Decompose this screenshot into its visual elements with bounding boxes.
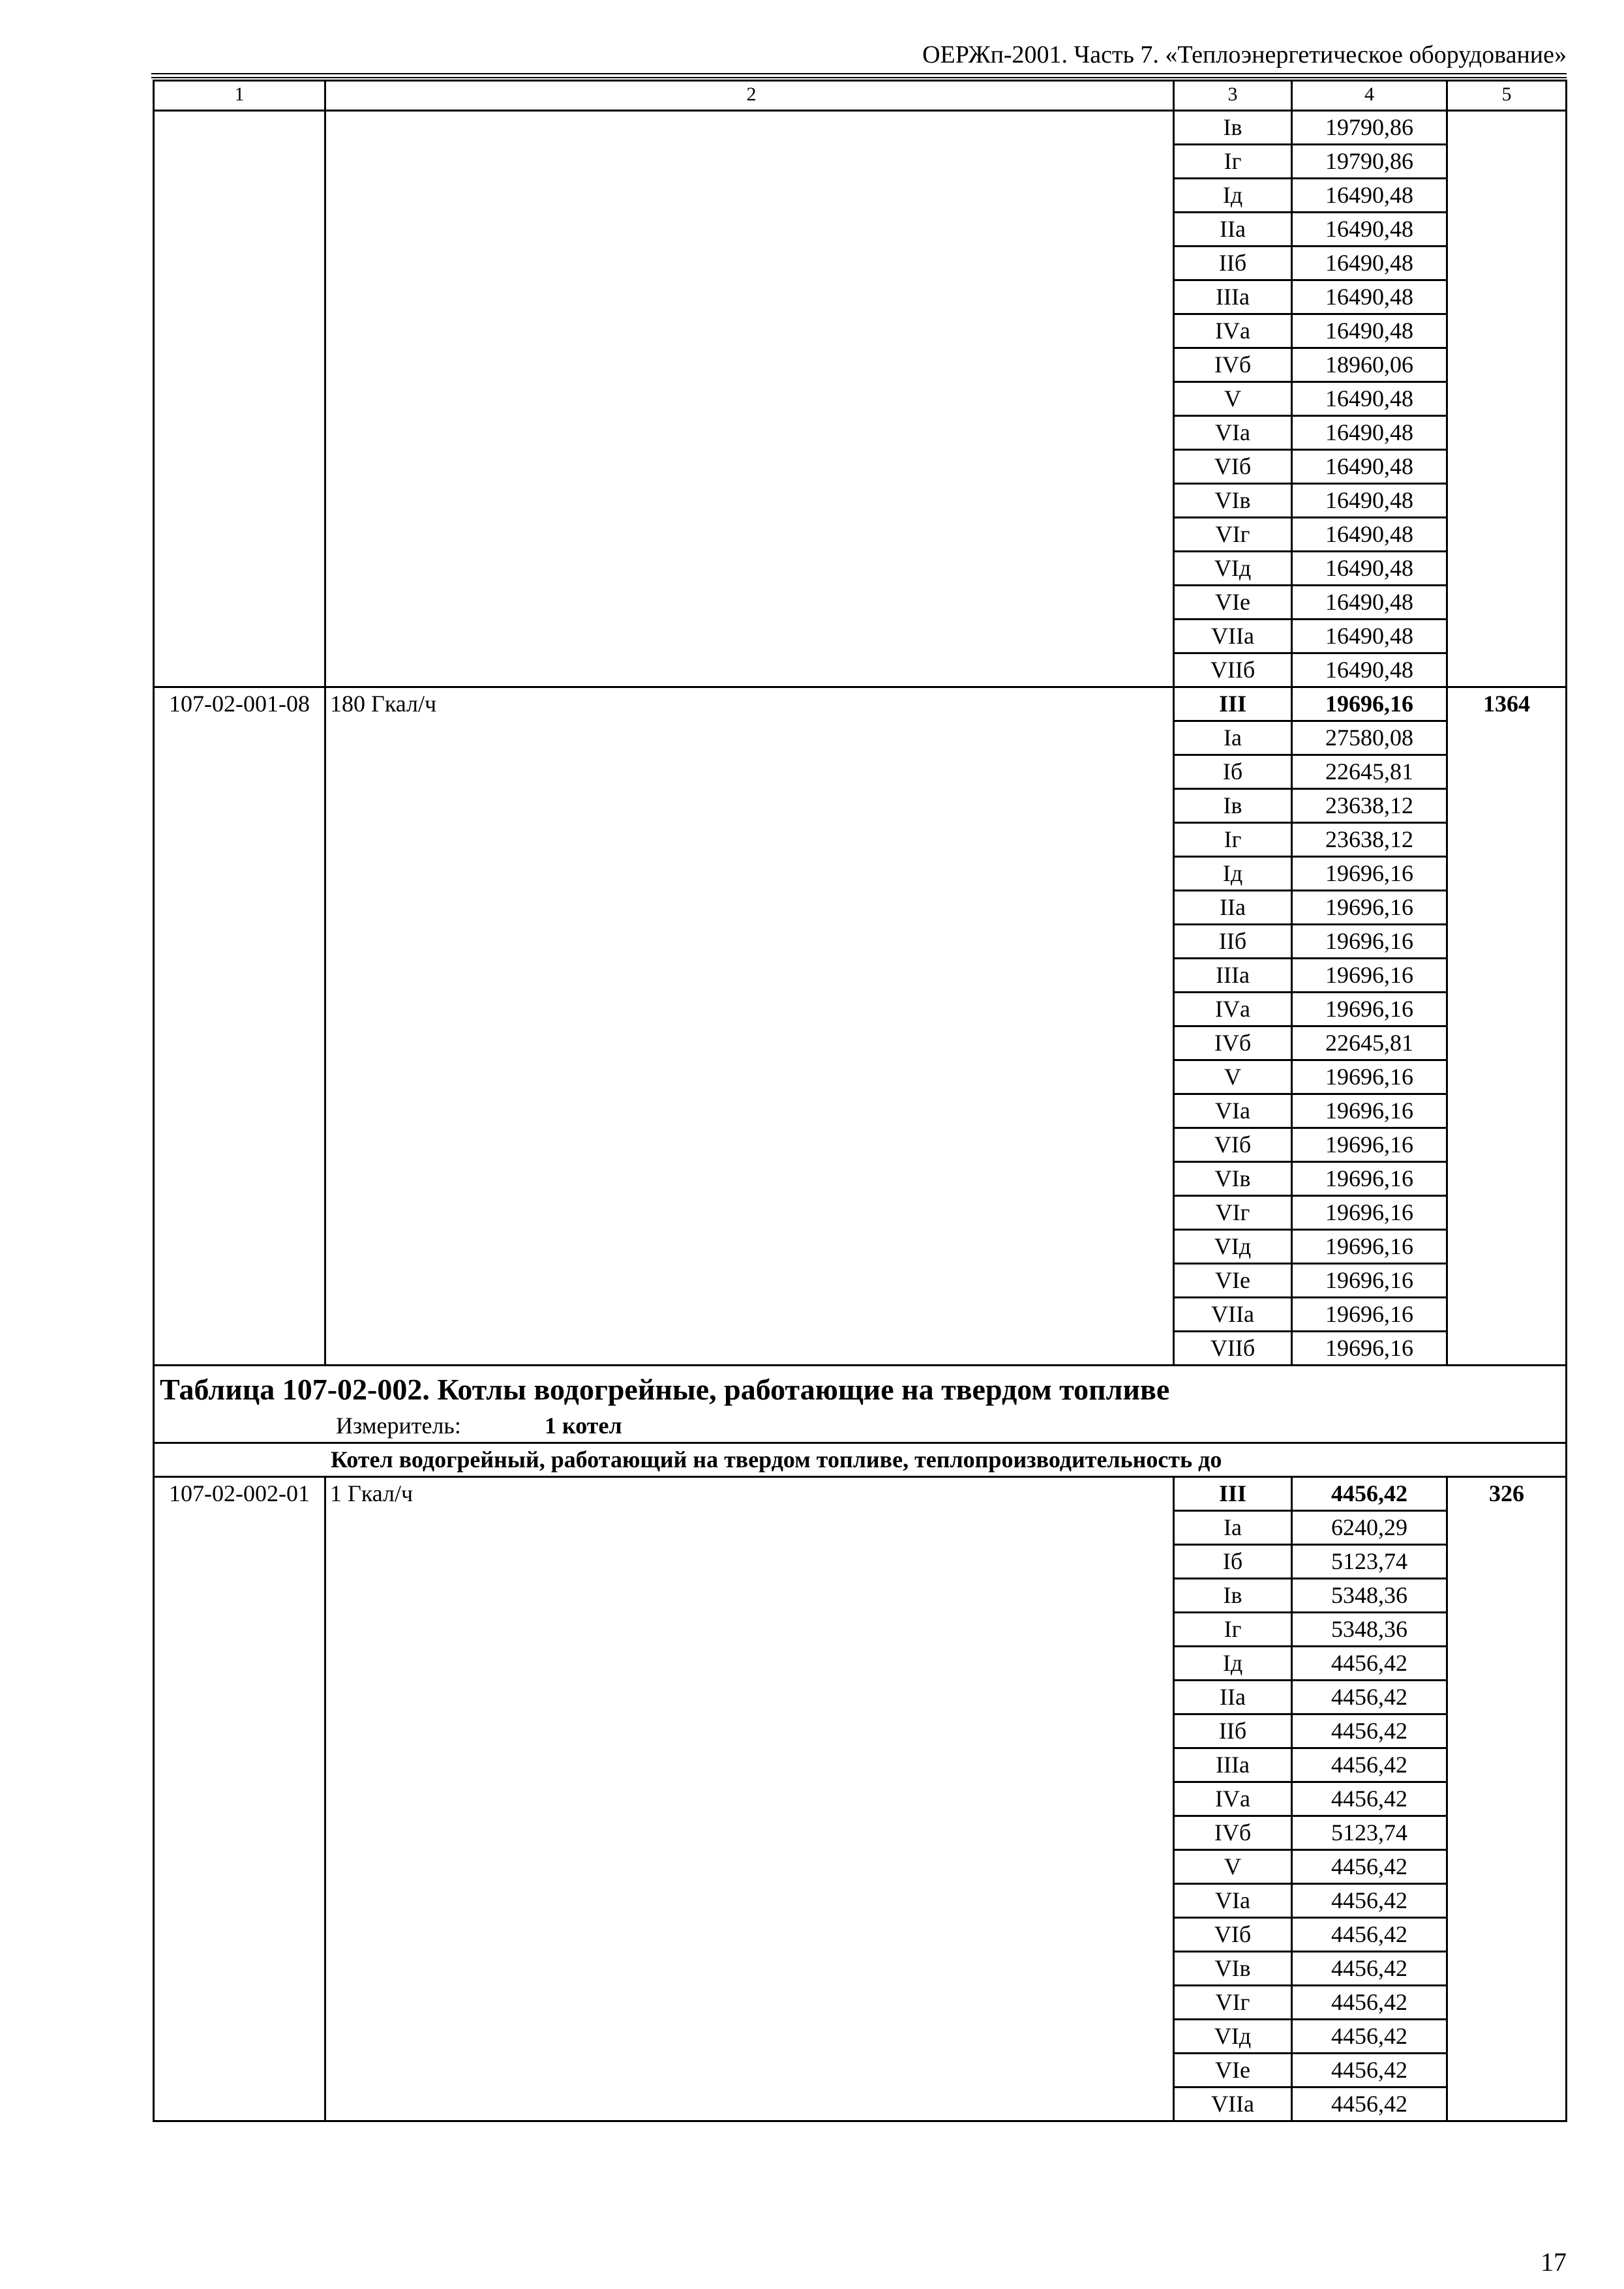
column-number: 1 bbox=[154, 81, 325, 111]
labor-cell: 1364 bbox=[1447, 687, 1567, 1366]
price-cell: 19696,16 bbox=[1292, 857, 1447, 891]
zone-cell: V bbox=[1174, 1060, 1292, 1094]
zone-cell: IIIа bbox=[1174, 1748, 1292, 1782]
price-cell: 5348,36 bbox=[1292, 1613, 1447, 1647]
zone-cell: VIIа bbox=[1174, 1298, 1292, 1332]
price-cell: 4456,42 bbox=[1292, 2054, 1447, 2087]
labor-cell bbox=[1447, 111, 1567, 687]
price-cell: 4456,42 bbox=[1292, 1782, 1447, 1816]
zone-cell: Iд bbox=[1174, 857, 1292, 891]
zone-cell: IIа bbox=[1174, 891, 1292, 925]
zone-cell: Iд bbox=[1174, 1647, 1292, 1681]
price-cell: 4456,42 bbox=[1292, 1748, 1447, 1782]
measure-label: Измеритель: bbox=[336, 1413, 461, 1439]
price-cell: 19790,86 bbox=[1292, 145, 1447, 179]
zone-cell: IIIа bbox=[1174, 280, 1292, 314]
zone-cell: VIе bbox=[1174, 2054, 1292, 2087]
zone-cell: VIг bbox=[1174, 518, 1292, 552]
zone-cell: IVб bbox=[1174, 1026, 1292, 1060]
price-cell: 16490,48 bbox=[1292, 382, 1447, 416]
zone-cell: VIа bbox=[1174, 1884, 1292, 1918]
zone-cell: VIб bbox=[1174, 1918, 1292, 1952]
table-title-cell bbox=[154, 1366, 1567, 1443]
price-cell: 19696,16 bbox=[1292, 1128, 1447, 1162]
zone-cell: VIг bbox=[1174, 1986, 1292, 2020]
labor-cell: 326 bbox=[1447, 1477, 1567, 2121]
table-row bbox=[154, 111, 1567, 145]
price-cell: 4456,42 bbox=[1292, 2087, 1447, 2121]
price-table bbox=[153, 80, 1567, 2122]
price-cell: 16490,48 bbox=[1292, 416, 1447, 450]
zone-cell: VIIа bbox=[1174, 2087, 1292, 2121]
price-cell: 23638,12 bbox=[1292, 789, 1447, 823]
zone-cell: VIIб bbox=[1174, 653, 1292, 687]
zone-cell: Iг bbox=[1174, 145, 1292, 179]
price-cell: 23638,12 bbox=[1292, 823, 1447, 857]
zone-cell: VIд bbox=[1174, 1230, 1292, 1264]
price-cell: 22645,81 bbox=[1292, 1026, 1447, 1060]
zone-cell: VIб bbox=[1174, 450, 1292, 484]
price-cell: 16490,48 bbox=[1292, 450, 1447, 484]
zone-cell: Iг bbox=[1174, 1613, 1292, 1647]
zone-cell: V bbox=[1174, 382, 1292, 416]
price-cell: 16490,48 bbox=[1292, 653, 1447, 687]
zone-cell: VIв bbox=[1174, 484, 1292, 518]
price-cell: 19696,16 bbox=[1292, 1230, 1447, 1264]
price-cell: 16490,48 bbox=[1292, 314, 1447, 348]
zone-cell: III bbox=[1174, 1477, 1292, 1511]
price-cell: 4456,42 bbox=[1292, 2020, 1447, 2054]
zone-cell: IVб bbox=[1174, 348, 1292, 382]
item-code: 107-02-002-01 bbox=[154, 1477, 325, 2121]
price-cell: 19696,16 bbox=[1292, 891, 1447, 925]
price-cell: 19696,16 bbox=[1292, 1094, 1447, 1128]
zone-cell: Iв bbox=[1174, 789, 1292, 823]
running-header: ОЕРЖп-2001. Часть 7. «Теплоэнергетическое оборудование» bbox=[922, 41, 1567, 68]
zone-cell: IIа bbox=[1174, 1681, 1292, 1714]
price-cell: 19696,16 bbox=[1292, 959, 1447, 993]
zone-cell: VIв bbox=[1174, 1952, 1292, 1986]
group-heading: Котел водогрейный, работающий на твердом топливе, теплопроизводительность до bbox=[154, 1443, 1567, 1477]
table-title-row bbox=[154, 1366, 1567, 1443]
zone-cell: VIд bbox=[1174, 2020, 1292, 2054]
column-number: 3 bbox=[1174, 81, 1292, 111]
price-cell: 4456,42 bbox=[1292, 1714, 1447, 1748]
price-cell: 4456,42 bbox=[1292, 1952, 1447, 1986]
price-cell: 19790,86 bbox=[1292, 111, 1447, 145]
price-cell: 16490,48 bbox=[1292, 213, 1447, 247]
code-cell bbox=[154, 111, 325, 687]
group-heading-row bbox=[154, 1443, 1567, 1477]
item-code: 107-02-001-08 bbox=[154, 687, 325, 1366]
zone-cell: V bbox=[1174, 1850, 1292, 1884]
price-cell: 16490,48 bbox=[1292, 179, 1447, 213]
zone-cell: VIг bbox=[1174, 1196, 1292, 1230]
price-cell: 16490,48 bbox=[1292, 518, 1447, 552]
zone-cell: IVб bbox=[1174, 1816, 1292, 1850]
zone-cell: Iд bbox=[1174, 179, 1292, 213]
zone-cell: Iа bbox=[1174, 1511, 1292, 1545]
zone-cell: IIа bbox=[1174, 213, 1292, 247]
price-cell: 19696,16 bbox=[1292, 687, 1447, 721]
column-number: 5 bbox=[1447, 81, 1567, 111]
price-cell: 19696,16 bbox=[1292, 1162, 1447, 1196]
price-cell: 19696,16 bbox=[1292, 1332, 1447, 1366]
price-cell: 5348,36 bbox=[1292, 1579, 1447, 1613]
table-title: Таблица 107-02-002. Котлы водогрейные, работающие на твердом топливе bbox=[160, 1373, 1170, 1406]
zone-cell: IIIа bbox=[1174, 959, 1292, 993]
zone-cell: VIв bbox=[1174, 1162, 1292, 1196]
price-cell: 16490,48 bbox=[1292, 620, 1447, 653]
price-cell: 19696,16 bbox=[1292, 993, 1447, 1026]
zone-cell: Iв bbox=[1174, 111, 1292, 145]
zone-cell: VIIа bbox=[1174, 620, 1292, 653]
zone-cell: IVа bbox=[1174, 314, 1292, 348]
zone-cell: VIб bbox=[1174, 1128, 1292, 1162]
zone-cell: III bbox=[1174, 687, 1292, 721]
price-cell: 19696,16 bbox=[1292, 1264, 1447, 1298]
price-cell: 16490,48 bbox=[1292, 280, 1447, 314]
name-cell bbox=[325, 111, 1174, 687]
price-cell: 4456,42 bbox=[1292, 1850, 1447, 1884]
table-row bbox=[154, 687, 1567, 721]
item-name: 180 Гкал/ч bbox=[325, 687, 1174, 1366]
price-cell: 19696,16 bbox=[1292, 1060, 1447, 1094]
price-cell: 19696,16 bbox=[1292, 1196, 1447, 1230]
column-number: 4 bbox=[1292, 81, 1447, 111]
zone-cell: Iг bbox=[1174, 823, 1292, 857]
zone-cell: IIб bbox=[1174, 925, 1292, 959]
price-cell: 22645,81 bbox=[1292, 755, 1447, 789]
price-cell: 16490,48 bbox=[1292, 484, 1447, 518]
price-cell: 16490,48 bbox=[1292, 247, 1447, 280]
price-cell: 4456,42 bbox=[1292, 1986, 1447, 2020]
price-cell: 16490,48 bbox=[1292, 586, 1447, 620]
zone-cell: VIе bbox=[1174, 586, 1292, 620]
zone-cell: IVа bbox=[1174, 993, 1292, 1026]
zone-cell: Iа bbox=[1174, 721, 1292, 755]
zone-cell: Iв bbox=[1174, 1579, 1292, 1613]
zone-cell: VIа bbox=[1174, 1094, 1292, 1128]
zone-cell: VIа bbox=[1174, 416, 1292, 450]
zone-cell: Iб bbox=[1174, 755, 1292, 789]
zone-cell: IIб bbox=[1174, 1714, 1292, 1748]
measure-value: 1 котел bbox=[545, 1413, 622, 1439]
price-cell: 4456,42 bbox=[1292, 1681, 1447, 1714]
price-cell: 5123,74 bbox=[1292, 1816, 1447, 1850]
zone-cell: IIб bbox=[1174, 247, 1292, 280]
price-cell: 4456,42 bbox=[1292, 1477, 1447, 1511]
zone-cell: VIд bbox=[1174, 552, 1292, 586]
zone-cell: Iб bbox=[1174, 1545, 1292, 1579]
price-cell: 6240,29 bbox=[1292, 1511, 1447, 1545]
page-number: 17 bbox=[1541, 2247, 1567, 2277]
zone-cell: VIIб bbox=[1174, 1332, 1292, 1366]
price-cell: 4456,42 bbox=[1292, 1884, 1447, 1918]
column-number: 2 bbox=[325, 81, 1174, 111]
price-cell: 16490,48 bbox=[1292, 552, 1447, 586]
zone-cell: IVа bbox=[1174, 1782, 1292, 1816]
zone-cell: VIе bbox=[1174, 1264, 1292, 1298]
price-cell: 19696,16 bbox=[1292, 925, 1447, 959]
header-rule bbox=[151, 77, 1567, 78]
price-cell: 4456,42 bbox=[1292, 1918, 1447, 1952]
column-numbers-row bbox=[154, 81, 1567, 111]
item-name: 1 Гкал/ч bbox=[325, 1477, 1174, 2121]
price-cell: 27580,08 bbox=[1292, 721, 1447, 755]
price-cell: 18960,06 bbox=[1292, 348, 1447, 382]
price-cell: 19696,16 bbox=[1292, 1298, 1447, 1332]
header-rule bbox=[151, 73, 1567, 74]
price-cell: 4456,42 bbox=[1292, 1647, 1447, 1681]
measure-line bbox=[160, 1409, 1560, 1442]
price-cell: 5123,74 bbox=[1292, 1545, 1447, 1579]
table-row bbox=[154, 1477, 1567, 1511]
